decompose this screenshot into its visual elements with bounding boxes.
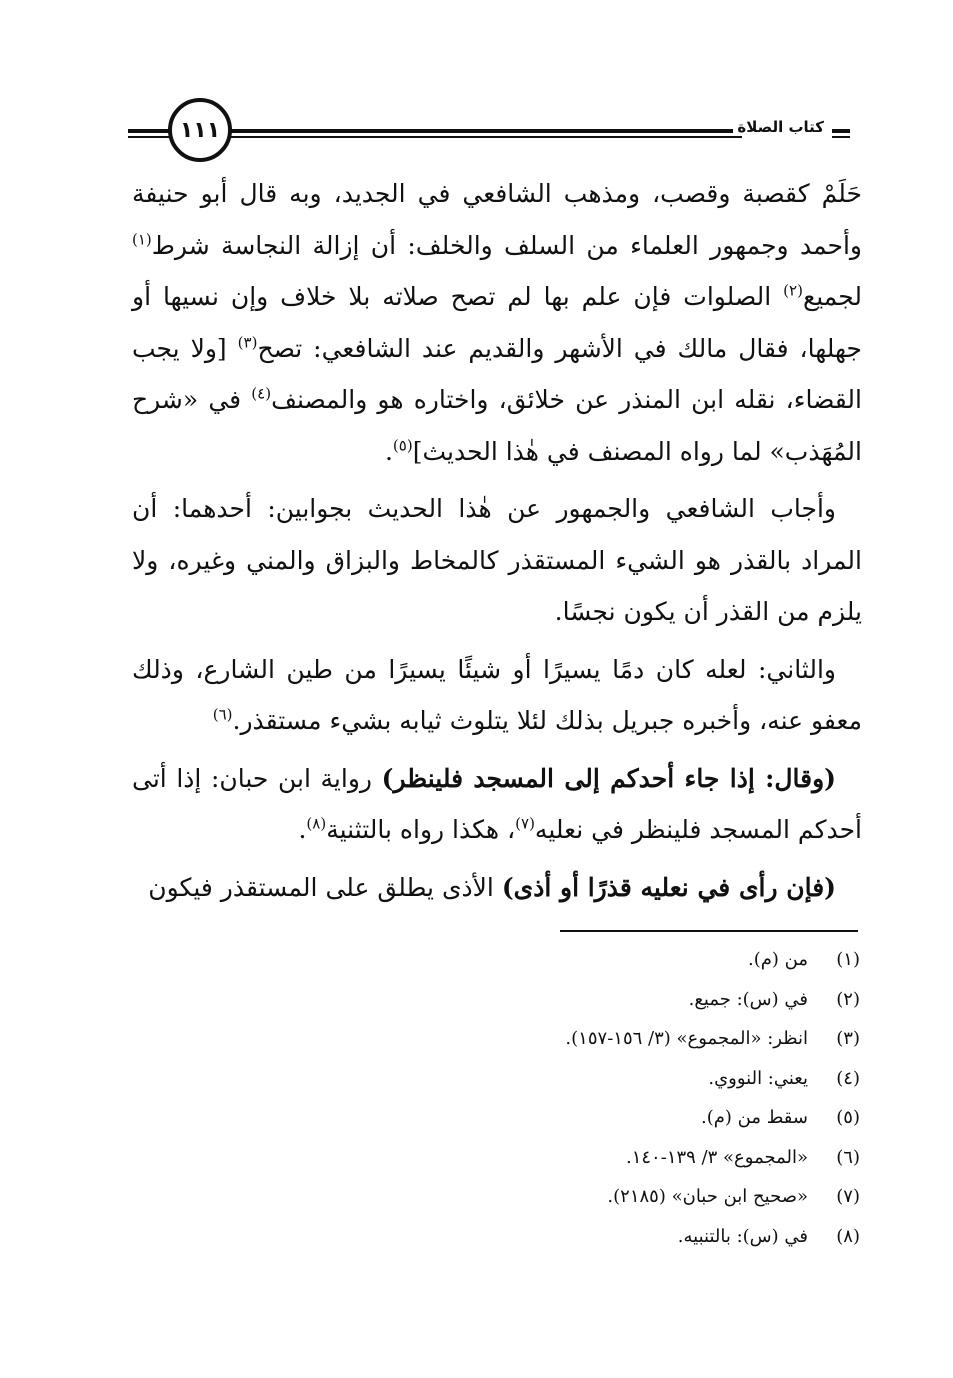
header-rule (832, 136, 850, 138)
text-segment: والثاني: لعله كان دمًا يسيرًا أو شيئًا يسيرًا من طين الشارع، وذلك معفو عنه، وأخبره جبريل بذلك لئلا يتلوث ثيابه بشيء مستقذر. (132, 654, 862, 735)
text-segment: الأذى يطلق على المستقذر فيكون (148, 872, 502, 902)
footnote-marker: (٥) (392, 436, 413, 455)
footnote-number: (٢) (836, 988, 860, 1010)
header-rule (832, 129, 850, 133)
page-header (128, 96, 850, 168)
text-segment: . (384, 436, 393, 466)
text-segment: وأجاب الشافعي والجمهور عن هٰذا الحديث بجوابين: أحدهما: أن المراد بالقذر هو الشيء المستقذر كالمخاط والبزاق والمني وغيره، ولا يلزم من القذر أن يكون نجسًا. (132, 494, 862, 626)
footnote-text: انظر: «المجموع» (٣/ ١٥٦-١٥٧). (565, 1028, 808, 1049)
text-segment: ، هكذا رواه بالتثنية (326, 815, 516, 844)
footnote-number: (٦) (836, 1146, 860, 1168)
quoted-matn: (وقال: إذا جاء أحدكم إلى المسجد فلينظر) (381, 763, 837, 793)
footnote-number: (٧) (836, 1186, 860, 1207)
footnotes (300, 940, 860, 1256)
footnote-number: (٥) (836, 1107, 860, 1128)
paragraph (132, 753, 862, 856)
footnote-text: «المجموع» ٣/ ١٣٩-١٤٠. (625, 1146, 808, 1168)
footnote (300, 1177, 860, 1217)
paragraph (132, 483, 862, 638)
footnote (300, 1098, 860, 1138)
footnote (300, 1059, 860, 1099)
paragraph (132, 644, 862, 747)
footnote-marker: (٤) (251, 384, 272, 403)
page-number: ١١١ (179, 117, 221, 143)
paragraph (132, 168, 862, 477)
footnote-separator (560, 930, 858, 932)
footnote-number: (٤) (836, 1067, 860, 1089)
text-segment: حَلَمْ كقصبة وقصب، ومذهب الشافعي في الجديد، وبه قال أبو حنيفة وأحمد وجمهور العلماء من السلف والخلف: أن إزالة النجاسة شرط (132, 179, 862, 260)
footnote-marker: (٣) (237, 333, 258, 352)
footnote-number: (٨) (836, 1225, 860, 1247)
footnote-marker: (٦) (212, 705, 233, 724)
text-segment: الصلوات فإن علم بها لم تصح صلاته بلا خلاف وإن نسيها أو جهلها، فقال مالك في الأشهر والقديم عند الشافعي: تصح (132, 282, 863, 363)
footnote (300, 1138, 860, 1178)
footnote-text: من (م). (748, 949, 808, 970)
text-segment: رواية ابن حبان: إذا أتى أحدكم المسجد فلينظر في نعليه (132, 763, 862, 844)
paragraph (132, 862, 862, 914)
footnote-text: «صحيح ابن حبان» (٢١٨٥). (607, 1186, 808, 1207)
text-segment: . (298, 815, 307, 844)
footnote-number: (٣) (836, 1028, 860, 1049)
footnote-text: يعني: النووي. (708, 1067, 808, 1089)
footnote-marker: (١) (132, 230, 152, 249)
footnote (300, 1217, 860, 1257)
header-rule (228, 136, 742, 138)
footnote-text: سقط من (م). (701, 1107, 808, 1128)
text-segment: [ولا يجب القضاء، نقله ابن المنذر عن خلائق، واختاره هو والمصنف (132, 333, 862, 414)
footnote-marker: (٧) (515, 814, 535, 833)
quoted-matn: (فإن رأى في نعليه قذرًا أو أذى) (501, 872, 836, 902)
running-title: كتاب الصلاة (733, 118, 828, 136)
footnote-marker: (٢) (783, 281, 803, 300)
footnote (300, 1019, 860, 1059)
text-segment: لجميع (802, 282, 862, 311)
footnote (300, 940, 860, 980)
page-number-badge (168, 98, 232, 162)
footnote-text: في (س): بالتنبيه. (677, 1225, 808, 1247)
footnote-number: (١) (836, 949, 860, 970)
text-segment: في «شرح المُهَذب» لما رواه المصنف في هٰذا الحديث] (132, 385, 862, 466)
header-rule (228, 129, 742, 133)
footnote-text: في (س): جميع. (688, 988, 808, 1010)
footnote-marker: (٨) (306, 814, 327, 833)
main-text (132, 168, 862, 919)
footnote (300, 980, 860, 1020)
